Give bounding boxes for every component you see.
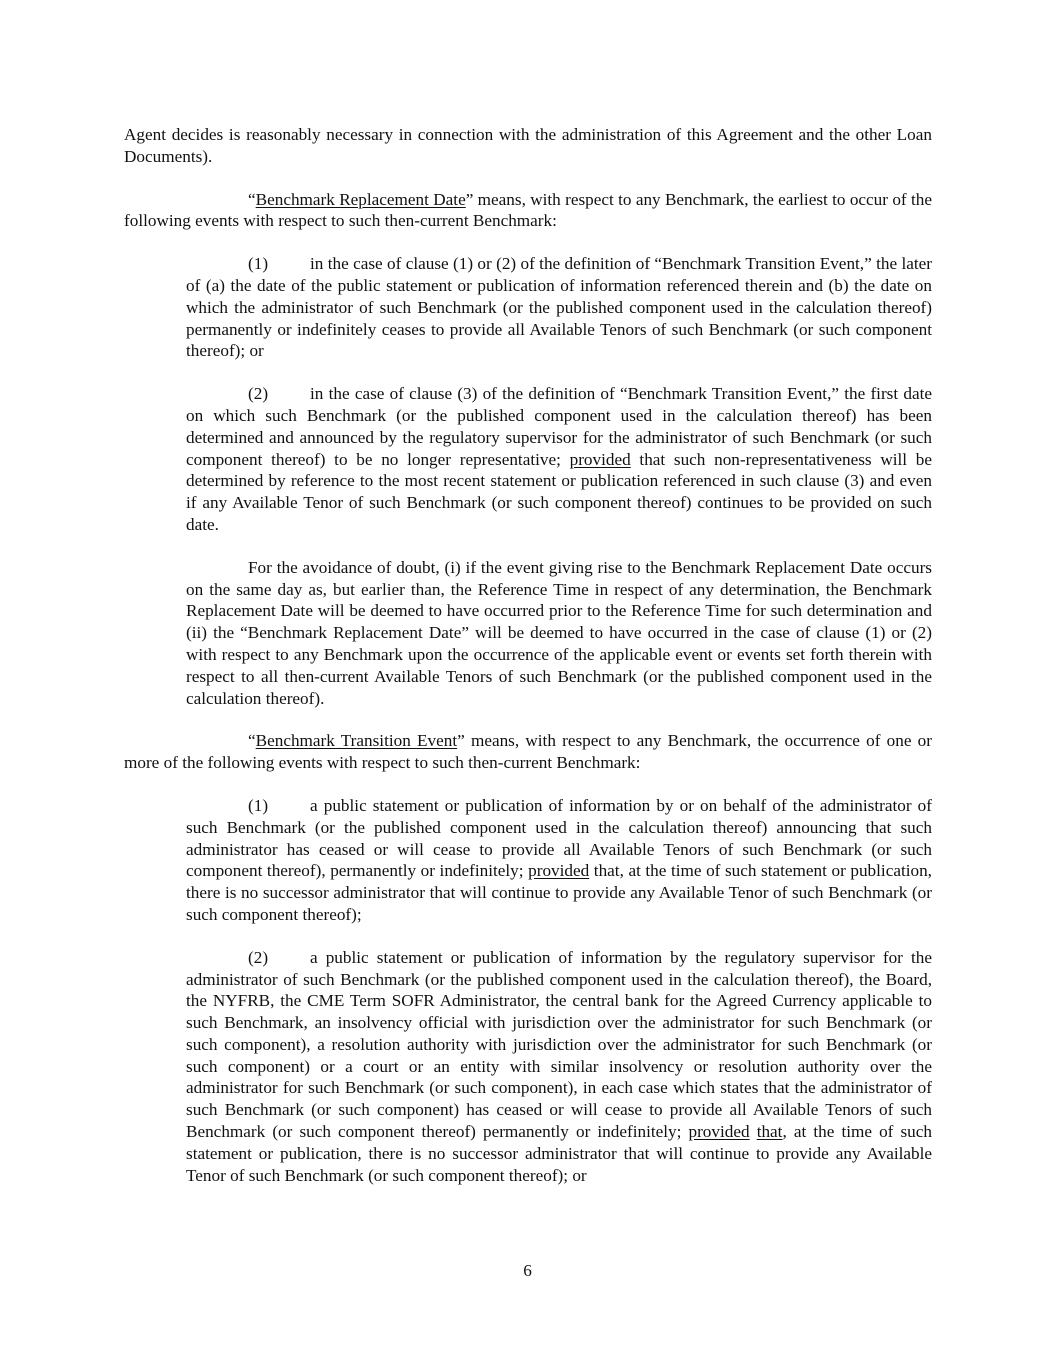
- page-number: 6: [523, 1261, 532, 1280]
- definition-benchmark-transition-event: “Benchmark Transition Event” means, with respect to any Benchmark, the occurrence of one or more of the following events with respect to such then-current Benchmark:: [124, 731, 932, 773]
- underlined-term: that: [756, 1122, 783, 1142]
- clause-number: (1): [248, 795, 269, 815]
- paragraph-continuation: Agent decides is reasonably necessary in connection with the administration of this Agreement and the other Loan Documents).: [124, 125, 932, 166]
- clause-2-replacement-date: (2) in the case of clause (3) of the definition of “Benchmark Transition Event,” the first date on which such Benchmark (or the published component used in the calculation thereof) has been determined and announced by the regulatory supervisor for the administrator of such Benchmark (or such component thereof) to be no longer representative; provided that such non-representativeness will be determined by reference to the most recent statement or publication referenced in such clause (3) and even if any Available Tenor of such Benchmark (or such component thereof) continues to be provided on such date.: [186, 384, 932, 534]
- underlined-term: provided: [688, 1122, 750, 1142]
- defined-term: Benchmark Transition Event: [255, 731, 458, 751]
- underlined-term: provided: [569, 449, 631, 469]
- document-body: [124, 124, 932, 1186]
- clause-2-transition-event: (2) a public statement or publication of information by the regulatory supervisor for the administrator of such Benchmark (or the published component used in the calculation thereof), the Board, the NYFRB, the CME Term SOFR Administrator, the central bank for the Agreed Currency applicable to such Benchmark, an insolvency official with jurisdiction over the administrator for such Benchmark (or such component), a resolution authority with jurisdiction over the administrator for such Benchmark (or such component) or a court or an entity with similar insolvency or resolution authority over the administrator for such Benchmark (or such component), in each case which states that the administrator of such Benchmark (or such component) has ceased or will cease to provide all Available Tenors of such Benchmark (or such component thereof) permanently or indefinitely; provided that, at the time of such statement or publication, there is no successor administrator that will continue to provide any Available Tenor of such Benchmark (or such component thereof); or: [186, 947, 932, 1185]
- avoidance-of-doubt-paragraph: For the avoidance of doubt, (i) if the event giving rise to the Benchmark Replacement Date occurs on the same day as, but earlier than, the Reference Time in respect of any determination, the Benchmark Replacement Date will be deemed to have occurred prior to the Reference Time for such determination and (ii) the “Benchmark Replacement Date” will be deemed to have occurred in the case of clause (1) or (2) with respect to any Benchmark upon the occurrence of the applicable event or events set forth therein with respect to all then-current Available Tenors of such Benchmark (or the published component used in the calculation thereof).: [186, 557, 932, 708]
- clause-1-replacement-date: (1) in the case of clause (1) or (2) of the definition of “Benchmark Transition Event,” the later of (a) the date of the public statement or publication of information referenced therein and (b) the date on which the administrator of such Benchmark (or the published component used in the calculation thereof) permanently or indefinitely ceases to provide all Available Tenors of such Benchmark (or such component thereof); or: [186, 254, 932, 361]
- defined-term: Benchmark Replacement Date: [255, 189, 466, 209]
- underlined-term: provided: [528, 861, 590, 881]
- clause-number: (2): [248, 947, 269, 967]
- clause-1-transition-event: (1) a public statement or publication of information by or on behalf of the administrator of such Benchmark (or the published component used in the calculation thereof) announcing that such administrator has ceased or will cease to provide all Available Tenors of such Benchmark (or such component thereof), permanently or indefinitely; provided that, at the time of such statement or publication, there is no successor administrator that will continue to provide any Available Tenor of such Benchmark (or such component thereof);: [186, 795, 932, 924]
- clause-number: (2): [248, 384, 269, 404]
- clause-number: (1): [248, 254, 269, 274]
- definition-benchmark-replacement-date: “Benchmark Replacement Date” means, with respect to any Benchmark, the earliest to occur of the following events with respect to such then-current Benchmark:: [124, 189, 932, 231]
